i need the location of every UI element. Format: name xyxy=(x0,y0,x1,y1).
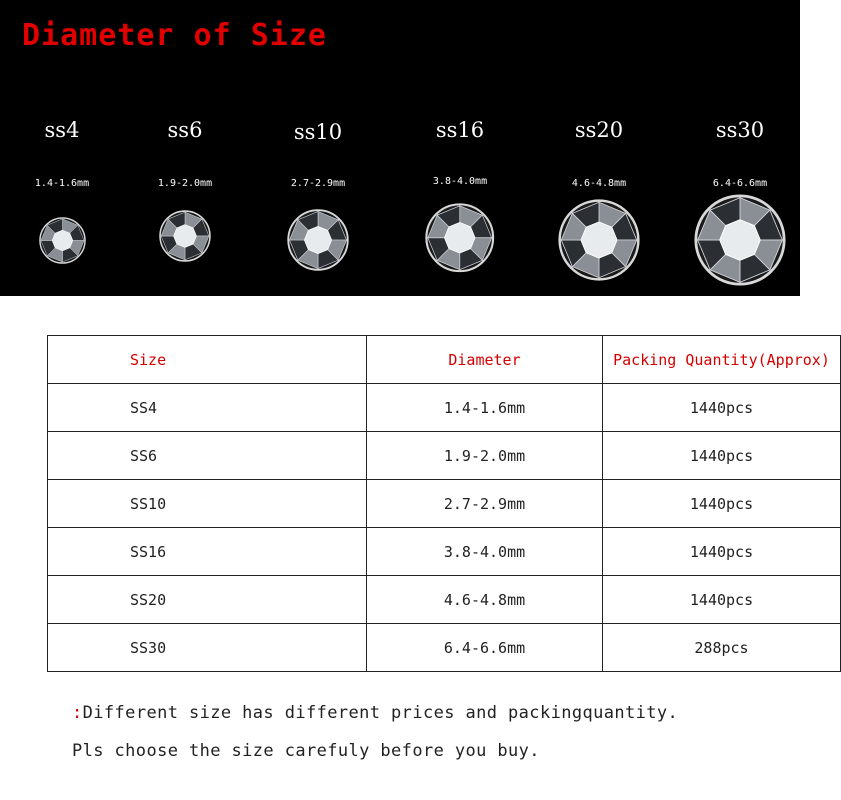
size-spec-table xyxy=(47,335,841,672)
table-row xyxy=(48,432,841,480)
note-text-1: Different size has different prices and packingquantity. xyxy=(82,703,679,723)
note-line-2: Pls choose the size carefuly before you buy. xyxy=(72,741,540,761)
cell-packing-quantity: 1440pcs xyxy=(603,576,841,624)
size-name: ss4 xyxy=(44,118,80,142)
cell-diameter: 4.6-4.8mm xyxy=(367,576,603,624)
size-name: ss10 xyxy=(293,120,343,144)
cell-size: SS20 xyxy=(48,576,367,624)
cell-packing-quantity: 1440pcs xyxy=(603,528,841,576)
size-diameter: 1.4-1.6mm xyxy=(34,178,90,189)
size-name: ss16 xyxy=(435,118,485,142)
cell-diameter: 1.9-2.0mm xyxy=(367,432,603,480)
cell-size: SS6 xyxy=(48,432,367,480)
cell-packing-quantity: 1440pcs xyxy=(603,384,841,432)
cell-size: SS16 xyxy=(48,528,367,576)
cell-packing-quantity: 1440pcs xyxy=(603,432,841,480)
cell-diameter: 6.4-6.6mm xyxy=(367,624,603,672)
cell-packing-quantity: 1440pcs xyxy=(603,480,841,528)
size-diameter: 3.8-4.0mm xyxy=(432,176,488,187)
rhinestone-icon xyxy=(39,217,86,264)
rhinestone-icon xyxy=(558,199,640,281)
size-diameter: 2.7-2.9mm xyxy=(290,178,346,189)
size-name: ss30 xyxy=(715,118,765,142)
note-line-1 xyxy=(72,703,678,723)
rhinestone-icon xyxy=(287,209,349,271)
size-name: ss20 xyxy=(574,118,624,142)
header-diameter: Diameter xyxy=(367,336,603,384)
size-diameter: 1.9-2.0mm xyxy=(157,178,213,189)
table-row xyxy=(48,480,841,528)
product-banner xyxy=(0,0,800,296)
table-row xyxy=(48,624,841,672)
size-diameter: 6.4-6.6mm xyxy=(712,178,768,189)
cell-size: SS10 xyxy=(48,480,367,528)
cell-packing-quantity: 288pcs xyxy=(603,624,841,672)
rhinestone-icon xyxy=(159,210,211,262)
table-row xyxy=(48,576,841,624)
table-row xyxy=(48,384,841,432)
cell-size: SS4 xyxy=(48,384,367,432)
cell-diameter: 2.7-2.9mm xyxy=(367,480,603,528)
table-row xyxy=(48,528,841,576)
header-packing-quantity: Packing Quantity(Approx) xyxy=(603,336,841,384)
size-diameter: 4.6-4.8mm xyxy=(571,178,627,189)
note-bullet: : xyxy=(72,703,83,723)
table-header-row xyxy=(48,336,841,384)
rhinestone-icon xyxy=(425,203,495,273)
cell-size: SS30 xyxy=(48,624,367,672)
header-size: Size xyxy=(48,336,367,384)
cell-diameter: 3.8-4.0mm xyxy=(367,528,603,576)
size-name: ss6 xyxy=(167,118,203,142)
rhinestone-icon xyxy=(694,194,786,286)
cell-diameter: 1.4-1.6mm xyxy=(367,384,603,432)
banner-title: Diameter of Size xyxy=(22,18,327,53)
